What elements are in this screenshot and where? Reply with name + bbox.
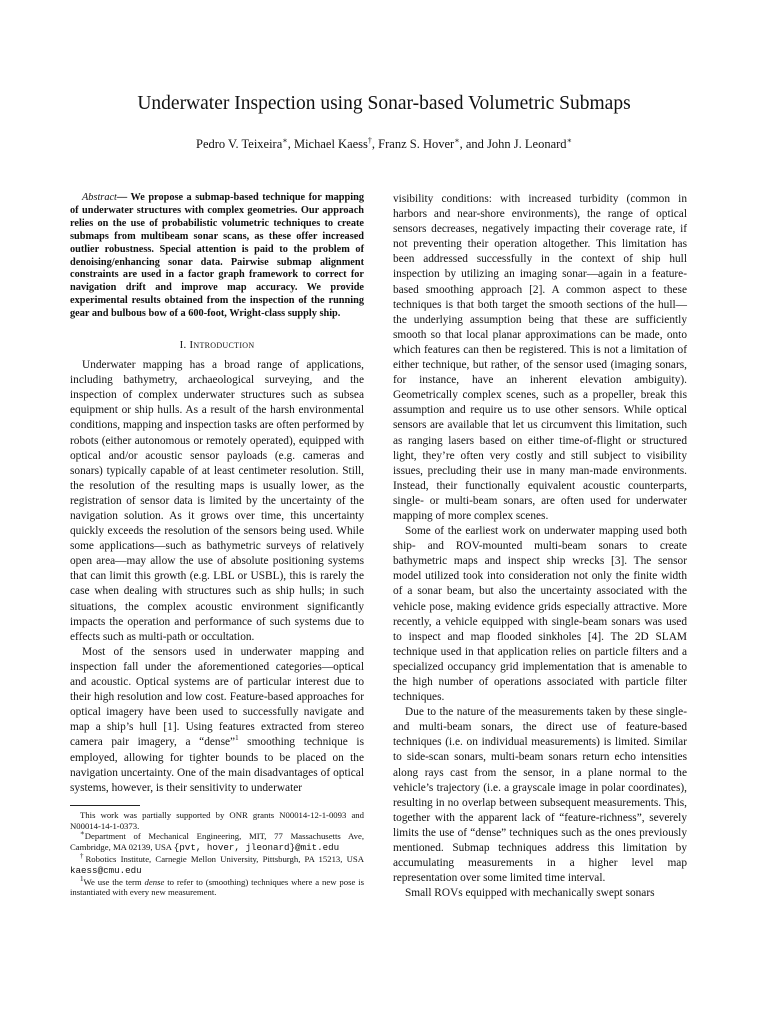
paper-title: Underwater Inspection using Sonar-based Volumetric Submaps bbox=[137, 93, 631, 114]
footnote-mit: ∗Department of Mechanical Engineering, MIT, 77 Massachusetts Ave, Cambridge, MA 02139, USA {pvt, hover, jleonard}@mit.edu bbox=[70, 829, 364, 854]
author-2: Michael Kaess†, bbox=[293, 135, 379, 151]
footnote-ref-1: 1 bbox=[235, 734, 239, 743]
author-4: John J. Leonard∗ bbox=[487, 135, 572, 151]
abstract: Abstract— We propose a submap-based technique for mapping of underwater structures with complex geometries. Our approach relies on the use of probabilistic volumetric techniques to create submaps from multibeam sonar scans, as these offer increased outlier robustness. Special attention is paid to the problem of denoising/enhancing sonar data. Pairwise submap alignment constraints are used in a factor graph framework to correct for navigation drift and improve map accuracy. We provide experimental results obtained from the inspection of the running gear and bulbous bow of a 600-foot, Wright-class supply ship. bbox=[70, 192, 364, 320]
footnote-cmu: †Robotics Institute, Carnegie Mellon University, Pittsburgh, PA 15213, USA kaess@cmu.edu bbox=[70, 852, 365, 876]
abstract-text: We propose a submap-based technique for mapping of underwater structures with complex geometries. Our approach relies on the use of probabilistic volumetric techniques to create submaps from multibeam sonar scans, as these offer increased outlier robustness. Special attention is paid to the problem of denoising/enhancing sonar data. Pairwise submap alignment constraints are used in a factor graph framework to correct for navigation drift and improve map accuracy. We provide experimental results obtained from the inspection of the running gear and bulbous bow of a 600-foot, Wright-class supply ship. bbox=[70, 192, 364, 320]
intro-paragraph-4: Some of the earliest work on underwater mapping used both ship- and ROV-mounted multi-beam sonars to create bathymetric maps and inspect ship wrecks [3]. The sensor model utilized took into consideration not only the finite width of a sonar beam, but also the uncertainty associated with the vehicle pose, making evidence grids especially attractive. More recently, a vehicle equipped with single-beam sonars was used to inspect and map flooded sinkholes [4]. The 2D SLAM technique used in that application relies on particle filters and a specialized occupancy grid implementation that is amenable to the high number of operations associated with particle filter techniques. bbox=[393, 525, 687, 704]
intro-paragraph-6: Small ROVs equipped with mechanically swept sonars bbox=[405, 887, 655, 900]
footnote-dense: $^1$We use the term dense to refer to (smoothing) techniques where a new pose is instantiated with every new measurement. bbox=[70, 874, 364, 898]
footnote-funding: This work was partially supported by ONR grants N00014-12-1-0093 and N00014-14-1-0373. bbox=[70, 809, 364, 831]
author-1: Pedro V. Teixeira∗, bbox=[196, 135, 294, 151]
intro-paragraph-1: Underwater mapping has a broad range of applications, including bathymetry, archaeological surveying, and the inspection of complex underwater structures such as subsea equipment or ship hulls. As a result of the harsh environmental conditions, mapping and inspection tasks are often performed by robots (either autonomous or remotely operated), equipped with optical and/or acoustic sensor payloads (e.g. cameras and sonars) typically capable of at least centimeter resolution. Still, the resolution of the resulting maps is usually lower, as the registration of sensor data is limited by the uncertainty of the navigation solution. As it grows over time, this uncertainty quickly exceeds the resolution of the sensors being used. While some applications—such as bathymetric surveys of relatively open area—may allow the use of absolute positioning systems that can limit this growth (e.g. LBL or USBL), this is rarely the case when dealing with structures such as ship hulls; in such situations, the complex acoustic environment significantly impacts the operation and performance of such systems due to effects such as multi-path or occultation. bbox=[70, 359, 364, 643]
footnote-divider bbox=[70, 805, 140, 806]
intro-paragraph-3: visibility conditions: with increased turbidity (common in harbors and near-shore environments), the range of optical sensors decreases, negatively impacting their coverage rate, if not preventing their operation altogether. This limitation has been addressed successfully in the context of ship hull inspection by utilizing an imaging sonar—again in a feature-based smoothing approach [2]. A common aspect to these techniques is that both target the smooth sections of the hull—the underlying assumption being that these are sufficiently smooth so that local planar approximations can be made, onto which features can then be registered. This is not a limitation of either technique, but rather, of the sensor used (imaging sonars, for instance, have an inherent elevation ambiguity). Geometrically complex scenes, such as a propeller, break this assumption and require us to use other sensors. While optical sensors are available that let us circumvent this limitation, such as ranging lasers based on either time-of-flight or structured light, they’re often very costly and still subject to visibility issues, precluding their use in many man-made environments. Instead, their functionally equivalent acoustic counterparts, single- or multi-beam sonars, are often used for underwater mapping of more complex scenes. bbox=[393, 193, 687, 522]
left-column bbox=[70, 192, 364, 898]
author-list bbox=[40, 136, 728, 152]
intro-paragraph-5: Due to the nature of the measurements taken by these single- and multi-beam sonars, the direct use of feature-based techniques (i.e. on individual measurements) is limited. Similar to side-scan sonars, multi-beam sonars return echo intensities along rays cast from the sensor, in a plane normal to the vehicle’s trajectory (i.e. a grayscale image in polar coordinates), resulting in no overlap between subsequent measurements. This, together with the apparent lack of “feature-richness”, severely limits the use of “dense” techniques such as the ones previously mentioned. Submap techniques address this limitation by accumulating measurements in a higher level map representation over some limited time interval. bbox=[393, 706, 687, 885]
footnotes bbox=[70, 810, 364, 898]
intro-paragraph-2: Most of the sensors used in underwater mapping and inspection fall under the aforementioned categories—optical and acoustic. Optical systems are of particular interest due to their high resolution and low cost. Feature-based approaches for optical imagery have been used to successfully navigate and map a ship’s hull [1]. Using features extracted from stereo camera pair imagery, a “dense”$^1$ smoothing technique is employed, allowing for tighter bounds to be placed on the navigation uncertainty. One of the main disadvantages of optical systems, however, is their sensitivity to underwater bbox=[70, 645, 364, 794]
right-column bbox=[393, 192, 687, 901]
author-3: Franz S. Hover∗, and bbox=[378, 135, 488, 151]
section-heading-introduction: I. Introduction bbox=[179, 339, 255, 352]
abstract-label: Abstract bbox=[82, 192, 117, 203]
email-cmu[interactable]: kaess@cmu.edu bbox=[70, 864, 142, 876]
email-mit[interactable]: {pvt, hover, jleonard}@mit.edu bbox=[173, 842, 340, 854]
